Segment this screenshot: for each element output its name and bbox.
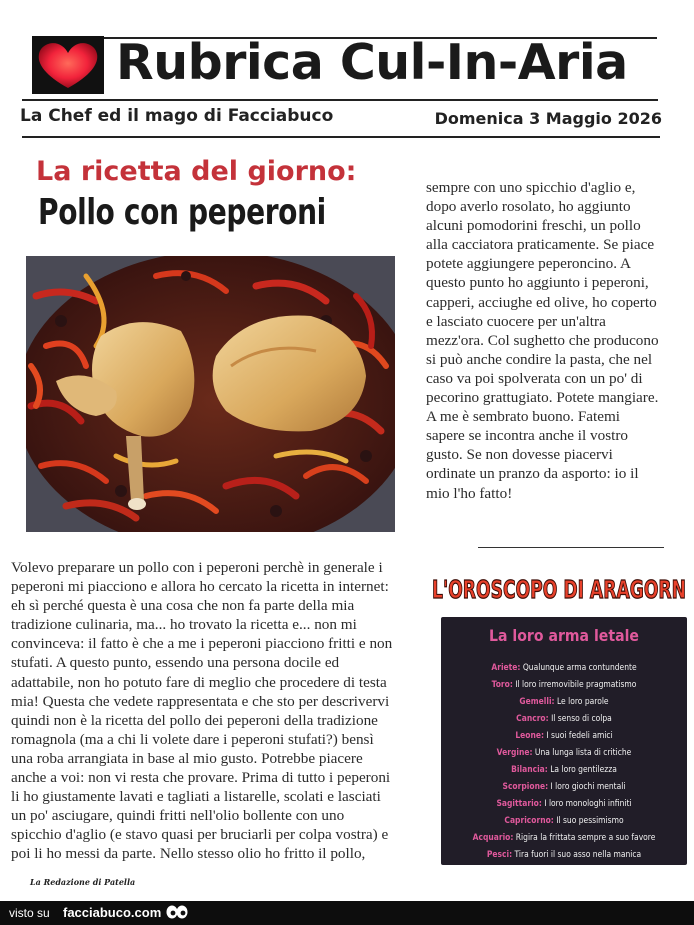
masthead-subtitle: La Chef ed il mago di Facciabuco (20, 106, 334, 126)
horoscope-text: Tira fuori il suo asso nella manica (514, 850, 642, 860)
horoscope-sign: Vergine: (496, 748, 533, 758)
heart-icon (32, 36, 104, 94)
body-line: A me è sembrato buono. Fatemi (426, 408, 621, 426)
horoscope-sign: Leone: (515, 731, 545, 741)
body-line: gusto. Se non dovesse piacervi (426, 446, 613, 464)
body-line: li ho giustamente lavati e tagliati a listarelle, scolati e lasciati (11, 788, 381, 806)
body-line: una roba arrangiata in base al mio gusto. Potrebbe piacere (11, 749, 363, 767)
body-line: potete aggiungere peperoncino. A (426, 255, 631, 273)
masthead-mid-rule (22, 99, 658, 101)
masthead-bottom-rule (22, 136, 660, 138)
footer-brand-link[interactable]: facciabuco.com (63, 905, 162, 920)
article-body-left (11, 558, 414, 864)
body-line: e lasciato cuocere per un'altra (426, 312, 606, 330)
column-separator (478, 547, 664, 548)
body-line: si può anche condire la pasta, che nel (426, 350, 653, 368)
body-line: un po' asciugare, quindi fritti nell'olio bollente con uno (11, 807, 345, 825)
article-body-right (426, 178, 676, 503)
horoscope-sign: Acquario: (472, 833, 514, 843)
masthead-logo (32, 36, 104, 94)
body-line: questo punto ho aggiunto i peperoni, (426, 274, 649, 292)
horoscope-text: Le loro parole (556, 697, 609, 707)
horoscope-text: Il suo pessimismo (556, 816, 624, 826)
horoscope-entry (458, 833, 670, 843)
horoscope-text: I loro giochi mentali (550, 782, 626, 792)
horoscope-entry (458, 748, 670, 758)
body-line: pecorino grattugiato. Potete mangiare. (426, 389, 659, 407)
body-line: alla cacciatora praticamente. Se piace (426, 236, 655, 254)
horoscope-sign: Bilancia: (511, 765, 548, 775)
horoscope-sign: Toro: (491, 680, 513, 690)
article-kicker: La ricetta del giorno: (36, 156, 357, 187)
body-line: eh sì perché questa è una cosa che non fa parte della mia (11, 597, 355, 615)
horoscope-entry (458, 697, 670, 707)
horoscope-entry (458, 731, 670, 741)
body-line: sempre con uno spicchio d'aglio e, (426, 179, 636, 196)
body-line: tradizione culinaria, ma... ho trovato la ricetta e... non mi (11, 616, 357, 634)
body-line: spicchio d'aglio (e stavo quasi per bruciarli per colpa vostra) e (11, 826, 389, 844)
footer-prefix: visto su (9, 906, 50, 920)
horoscope-sign: Cancro: (516, 714, 549, 724)
horoscope-sign: Sagittario: (496, 799, 542, 809)
horoscope-text: Il loro irremovibile pragmatismo (515, 680, 637, 690)
horoscope-sign: Ariete: (491, 663, 521, 673)
horoscope-box (441, 617, 687, 865)
body-line: anche a voi: non vi resta che provare. Prima di tutto i peperoni (11, 769, 391, 787)
horoscope-entry (458, 850, 670, 860)
horoscope-entry (458, 714, 670, 724)
horoscope-text: I suoi fedeli amici (546, 731, 613, 741)
horoscope-text: Qualunque arma contundente (522, 663, 637, 673)
body-line: adattabile, non ho potuto fare di meglio che procedere di testa (11, 673, 387, 691)
horoscope-text: Una lunga lista di critiche (534, 748, 632, 758)
horoscope-entry (458, 680, 670, 690)
body-line: mio l'ho fatto! (426, 484, 513, 502)
body-line: dopo averlo rosolato, ho aggiunto (426, 198, 631, 216)
horoscope-title (430, 570, 690, 608)
horoscope-entry (458, 816, 670, 826)
body-line: convinceva: il fatto è che a me i peperoni piacciono fritti e non (11, 635, 393, 653)
body-line: mezz'ora. Col sughetto che producono (426, 331, 659, 349)
masthead-title: Rubrica Cul-In-Aria (116, 34, 628, 91)
horoscope-entry (458, 799, 670, 809)
masthead-date: Domenica 3 Maggio 2026 (434, 109, 662, 128)
body-line: quindi non è la ricetta del pollo dei peperoni della tradizione (11, 711, 378, 729)
article-headline: Pollo con peperoni (38, 192, 326, 233)
body-line: peperoni mi piacciono e allora ho cercato la ricetta in internet: (11, 578, 389, 596)
horoscope-sign: Capricorno: (504, 816, 554, 826)
horoscope-heading: La loro arma letale (489, 626, 639, 645)
body-line: alcuni pomodorini freschi, un pollo (426, 217, 641, 235)
horoscope-sign: Gemelli: (519, 697, 555, 707)
footer-bar (0, 901, 694, 925)
body-line: poi li ho messi da parte. Nello stesso olio ho fritto il pollo, (11, 845, 366, 863)
body-line: ordinate un pranzo da asporto: io il (426, 465, 639, 483)
horoscope-text: Il senso di colpa (551, 714, 612, 724)
horoscope-text: Rigira la frittata sempre a suo favore (515, 833, 656, 843)
body-line: sapere se incontra anche il vostro (426, 427, 628, 445)
horoscope-sign: Scorpione: (502, 782, 549, 792)
horoscope-entry (458, 782, 670, 792)
signature: La Redazione di Patella (30, 877, 136, 887)
body-line: Volevo preparare un pollo con i peperoni perchè in generale i (11, 559, 383, 576)
horoscope-text: I loro monologhi infiniti (544, 799, 632, 809)
body-line: stufati. A questo punto, essendo una persona docile ed (11, 654, 340, 672)
horoscope-entry (458, 765, 670, 775)
body-line: romagnola (ma a chi li volete dare i peperoni stufati?) bensì (11, 730, 374, 748)
body-line: capperi, acciughe ed olive, ho coperto (426, 293, 657, 311)
eyes-icon (165, 904, 189, 920)
body-line: caso va poi spolverata con un po' di (426, 369, 643, 387)
horoscope-title-text: L'OROSCOPO DI ARAGORN (432, 575, 686, 604)
chicken-with-peppers-photo (26, 256, 395, 532)
body-line: mia! Questa che vedete rappresentata e che sto per descrivervi (11, 692, 390, 710)
horoscope-entry (458, 663, 670, 673)
horoscope-text: La loro gentilezza (550, 765, 617, 775)
horoscope-sign: Pesci: (486, 850, 513, 860)
